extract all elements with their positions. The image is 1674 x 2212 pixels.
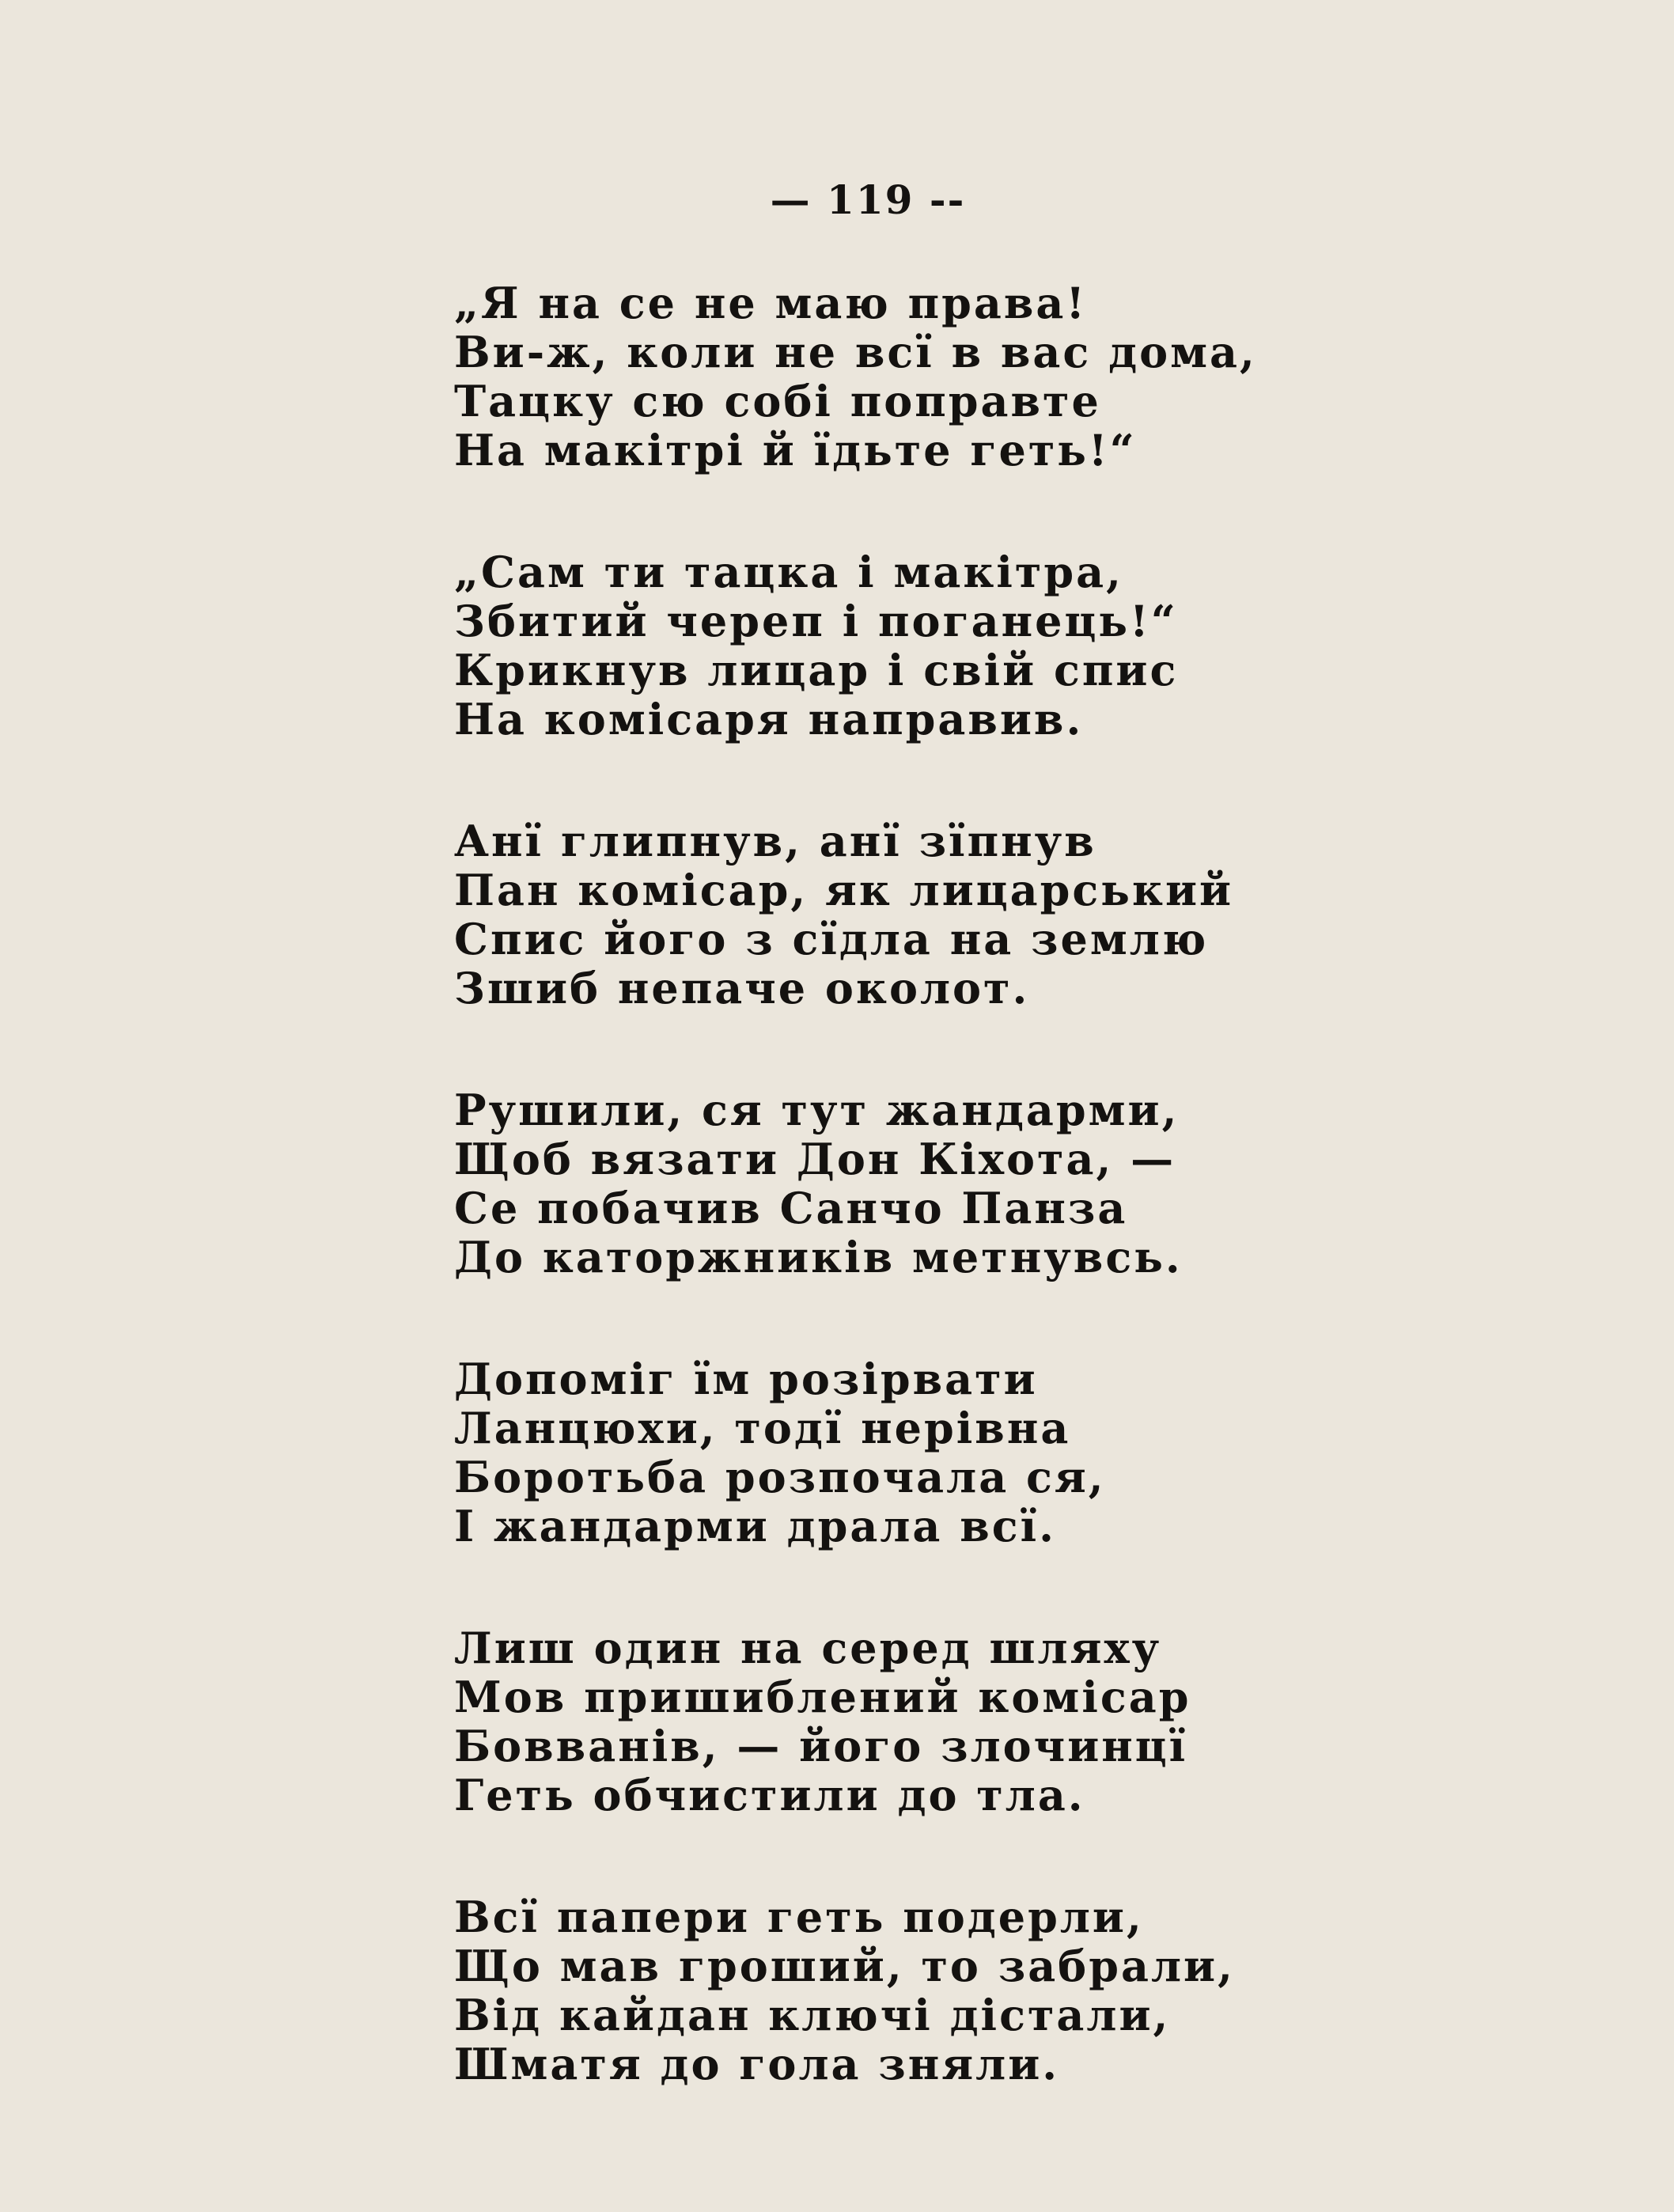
poem-line: Допоміг їм розірвати xyxy=(454,1354,1038,1404)
poem-line: Від кайдан ключі дістали, xyxy=(454,1990,1171,2040)
stanza-5 xyxy=(454,1354,1641,1551)
poem xyxy=(454,278,1641,2161)
poem-line: До каторжників метнувсь. xyxy=(454,1232,1183,1282)
poem-line: Анї глипнув, анї зїпнув xyxy=(454,816,1096,866)
poem-line: Бовванів, — його злочинцї xyxy=(454,1721,1188,1771)
poem-line: Лиш один на серед шляху xyxy=(454,1623,1162,1673)
poem-line: Крикнув лицар і свій спис xyxy=(454,645,1179,695)
poem-line: Се побачив Санчо Панза xyxy=(454,1183,1128,1233)
poem-line: Всї папери геть подерли, xyxy=(454,1892,1144,1942)
poem-line: Збитий череп і поганець!“ xyxy=(454,596,1178,646)
poem-line: Геть обчистили до тла. xyxy=(454,1770,1085,1820)
poem-line: На комісаря направив. xyxy=(454,694,1084,744)
poem-line: Боротьба розпочала ся, xyxy=(454,1452,1106,1502)
poem-line: Пан комісар, як лицарський xyxy=(454,865,1234,915)
poem-line: Ви-ж, коли не всї в вас дома, xyxy=(454,327,1257,377)
poem-line: Щоб вязати Дон Кіхота, — xyxy=(454,1134,1176,1184)
poem-line: Ланцюхи, тодї нерівна xyxy=(454,1403,1071,1453)
poem-line: „Сам ти тацка і макітра, xyxy=(454,547,1123,597)
poem-line: На макітрі й їдьте геть!“ xyxy=(454,425,1137,475)
poem-line: І жандарми драла всї. xyxy=(454,1501,1056,1551)
poem-line: „Я на се не маю права! xyxy=(454,278,1088,328)
poem-line: Зшиб непаче околот. xyxy=(454,963,1030,1013)
poem-line: Тацку сю собі поправте xyxy=(454,376,1101,426)
stanza-3 xyxy=(454,816,1641,1013)
poem-line: Рушили, ся тут жандарми, xyxy=(454,1085,1180,1135)
poem-line: Мов пришиблений комісар xyxy=(454,1672,1191,1722)
stanza-4 xyxy=(454,1085,1641,1282)
poem-line: Шматя до гола зняли. xyxy=(454,2039,1060,2089)
page-number: — 119 -- xyxy=(770,176,966,223)
stanza-2 xyxy=(454,547,1641,744)
stanza-7 xyxy=(454,1892,1641,2089)
stanza-6 xyxy=(454,1623,1641,1820)
stanza-1 xyxy=(454,278,1641,475)
poem-line: Спис його з сїдла на землю xyxy=(454,914,1209,964)
poem-line: Що мав гроший, то забрали, xyxy=(454,1941,1235,1991)
